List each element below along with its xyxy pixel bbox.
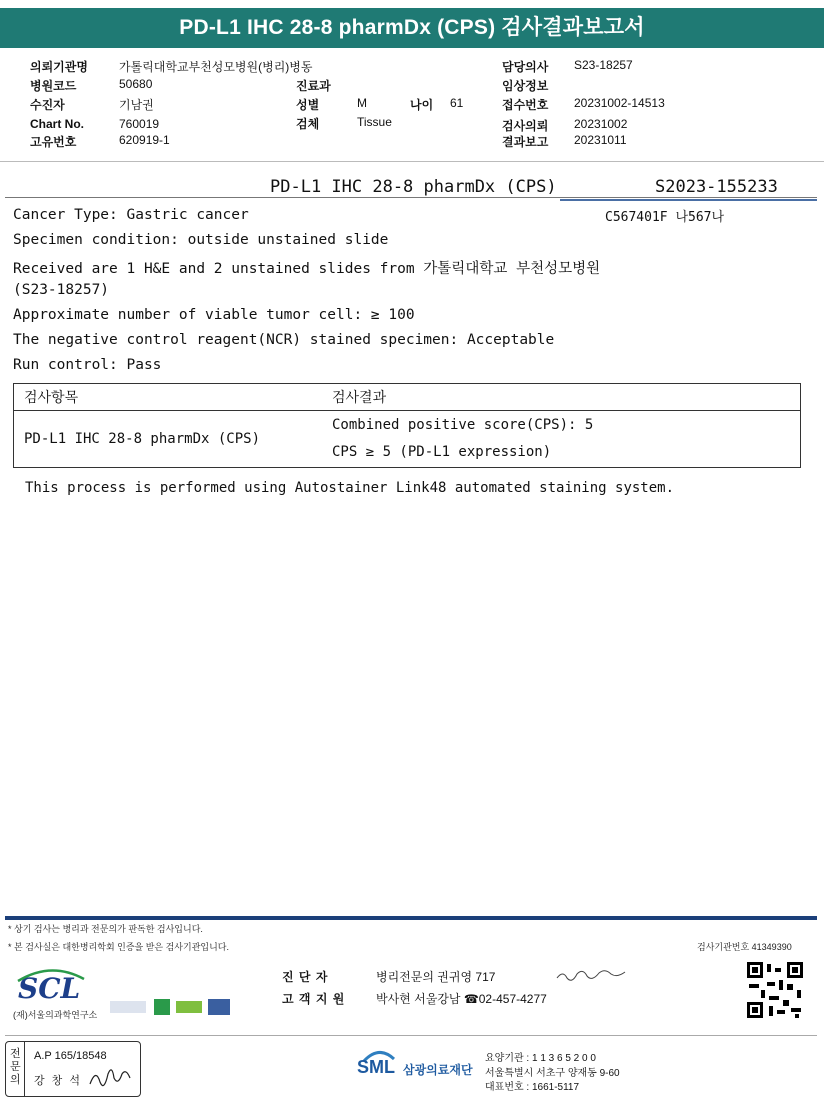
department-label: 진료과 <box>296 79 331 93</box>
result-line-2: CPS ≥ 5 (PD-L1 expression) <box>332 444 552 460</box>
unique-no-label: 고유번호 <box>30 135 77 149</box>
report-title: PD-L1 IHC 28-8 pharmDx (CPS) <box>270 177 557 197</box>
specialist-signature <box>88 1066 132 1090</box>
diagnosis-person: 병리전문의 권귀영 717 <box>376 970 496 984</box>
body-line: Approximate number of viable tumor cell: ≥ 100 <box>13 307 415 323</box>
results-table <box>13 383 801 468</box>
report-date-label: 결과보고 <box>502 135 549 149</box>
recipient-value: 기남권 <box>119 98 154 112</box>
doctor-value: S23-18257 <box>574 58 633 72</box>
sml-logo: SML <box>357 1057 395 1077</box>
ahrp-icon <box>208 999 230 1015</box>
customer-support-person: 박사현 서울강남 ☎02-457-4277 <box>376 992 547 1006</box>
sml-phone: 대표번호 : 1661-5117 <box>485 1082 580 1093</box>
diagnosis-label: 진 단 자 <box>282 970 329 984</box>
body-line: Run control: Pass <box>13 357 162 373</box>
body-line: The negative control reagent(NCR) stained specimen: Acceptable <box>13 332 555 348</box>
footer-divider <box>5 916 817 920</box>
scl-name: (재)서울의과학연구소 <box>13 1010 98 1020</box>
specialist-divider <box>24 1042 25 1096</box>
table-row <box>14 411 801 468</box>
header-divider <box>0 161 824 162</box>
body-line: (S23-18257) <box>13 282 110 298</box>
col-result-header: 검사결과 <box>322 384 801 411</box>
hospital-code-label: 병원코드 <box>30 79 77 93</box>
customer-support-label: 고 객 지 원 <box>282 992 346 1006</box>
table-header-row <box>14 384 801 411</box>
receipt-no-value: 20231002-14513 <box>574 96 665 110</box>
scl-logo: SCL <box>18 972 81 1005</box>
body-line: Specimen condition: outside unstained slide <box>13 232 389 248</box>
sex-value: M <box>357 96 367 110</box>
specialist-name: 강 창 석 <box>34 1075 82 1087</box>
age-value: 61 <box>450 96 464 110</box>
test-result-cell <box>322 411 801 468</box>
result-line-1: Combined positive score(CPS): 5 <box>332 417 594 433</box>
accreditation-logos <box>110 999 230 1017</box>
body-line: Received are 1 H&E and 2 unstained slides from 가톨릭대학교 부천성모병원 <box>13 261 601 277</box>
sml-address: 서울특별시 서초구 양재동 9-60 <box>485 1068 620 1079</box>
ap-number: A.P 165/18548 <box>34 1050 107 1062</box>
footer-bottom-divider <box>5 1035 817 1036</box>
clinical-label: 임상정보 <box>502 79 549 93</box>
title-accent-line <box>560 199 817 201</box>
receipt-no-label: 접수번호 <box>502 98 549 112</box>
care-code: 요양기관 : 1 1 3 6 5 2 0 0 <box>485 1053 596 1064</box>
title-underline <box>5 197 817 198</box>
diagnosis-signature <box>555 966 645 984</box>
recipient-label: 수진자 <box>30 98 65 112</box>
body-line: Cancer Type: Gastric cancer <box>13 207 249 223</box>
test-item-cell: PD-L1 IHC 28-8 pharmDx (CPS) <box>14 411 323 468</box>
specimen-label: 검체 <box>296 117 320 131</box>
chart-no-value: 760019 <box>119 117 160 131</box>
request-date-label: 검사의뢰 <box>502 119 549 133</box>
age-label: 나이 <box>410 98 434 112</box>
specialist-box <box>5 1041 141 1097</box>
chart-no-label: Chart No. <box>30 117 84 131</box>
specialist-label: 전문의 <box>10 1048 21 1086</box>
eqa-icon <box>176 1001 202 1013</box>
institution-value: 가톨릭대학교부천성모병원(병리)병동 <box>119 60 313 74</box>
lab-number: 검사기관번호 41349390 <box>697 942 792 952</box>
footer-note-1: * 상기 검사는 병리과 전문의가 판독한 검사입니다. <box>8 924 203 934</box>
qr-code-icon <box>747 962 803 1018</box>
scl-arc-icon <box>16 965 86 983</box>
cap-icon <box>110 1001 146 1013</box>
hospital-code-value: 50680 <box>119 77 153 91</box>
institution-label: 의뢰기관명 <box>30 60 88 74</box>
report-number: S2023-155233 <box>655 177 778 197</box>
block-id: C567401F 나567나 <box>605 210 725 225</box>
footer-note-2: * 본 검사실은 대한병리학회 인증을 받은 검사기관입니다. <box>8 942 229 952</box>
sml-name: 삼광의료재단 <box>403 1063 473 1077</box>
sex-label: 성별 <box>296 98 320 112</box>
report-header-title: PD-L1 IHC 28-8 pharmDx (CPS) 검사결과보고서 <box>0 8 824 48</box>
process-note: This process is performed using Autostainer Link48 automated staining system. <box>25 480 675 496</box>
col-item-header: 검사항목 <box>14 384 323 411</box>
request-date-value: 20231002 <box>574 117 628 131</box>
specimen-value: Tissue <box>357 115 392 129</box>
doctor-label: 담당의사 <box>502 60 549 74</box>
lh-icon <box>154 999 170 1015</box>
unique-no-value: 620919-1 <box>119 133 170 147</box>
report-date-value: 20231011 <box>574 133 627 147</box>
